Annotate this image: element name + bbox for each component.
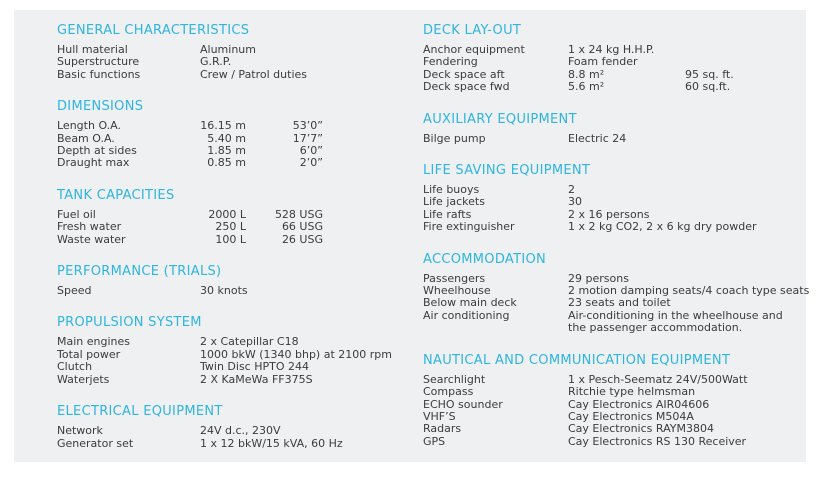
- spec-value-imperial: 2’0”: [299, 156, 323, 170]
- section-title: GENERAL CHARACTERISTICS: [57, 23, 250, 38]
- spec-value: 30 knots: [200, 284, 248, 298]
- spec-value: 1000 bkW (1340 bhp) at 2100 rpm: [200, 347, 392, 361]
- spec-row: [423, 221, 788, 233]
- spec-row: [423, 310, 788, 335]
- spec-label: Fire extinguisher: [423, 220, 515, 234]
- spec-label: Length O.A.: [57, 119, 121, 133]
- spec-label: ECHO sounder: [423, 397, 503, 411]
- spec-value-metric: 8.8 m²: [568, 67, 605, 81]
- spec-row: [423, 297, 788, 309]
- section-title: ACCOMMODATION: [423, 251, 547, 267]
- spec-value: Air-conditioning in the wheelhouse and the passenger accommodation.: [568, 308, 783, 335]
- spec-value: Crew / Patrol duties: [200, 67, 308, 81]
- section-title: TANK CAPACITIES: [57, 187, 175, 203]
- spec-label: Below main deck: [423, 296, 517, 310]
- spec-value: 1 x 12 bkW/15 kVA, 60 Hz: [200, 436, 343, 450]
- section-tank-capacities: [57, 189, 423, 246]
- spec-label: Waste water: [57, 232, 126, 246]
- spec-label: Life buoys: [423, 183, 480, 197]
- spec-value: 23 seats and toilet: [568, 296, 671, 310]
- section-title: AUXILIARY EQUIPMENT: [423, 111, 577, 127]
- spec-row: [57, 361, 423, 373]
- spec-value-imperial: 53’0”: [292, 119, 323, 133]
- section-performance-trials: [57, 265, 423, 297]
- spec-label: Superstructure: [57, 55, 140, 69]
- spec-label: Beam O.A.: [57, 131, 115, 145]
- spec-label: Network: [57, 424, 103, 438]
- section-title: DECK LAY-OUT: [423, 23, 522, 38]
- section-accommodation: [423, 251, 810, 335]
- section-life-saving-equipment: [423, 164, 788, 234]
- spec-row: [57, 157, 423, 169]
- spec-label: Air conditioning: [423, 308, 510, 322]
- spec-label: Passengers: [423, 271, 486, 285]
- spec-value-metric: 100 L: [215, 232, 246, 246]
- section-general-characteristics: [57, 24, 423, 81]
- section-deck-lay-out: [423, 24, 788, 94]
- spec-value: Ritchie type helmsman: [568, 385, 696, 399]
- spec-value-metric: 5.6 m²: [568, 80, 605, 94]
- spec-row: [57, 221, 423, 233]
- spec-row: [423, 386, 788, 398]
- spec-label: Main engines: [57, 335, 131, 349]
- section-title: DIMENSIONS: [57, 99, 144, 115]
- spec-row: [57, 438, 423, 450]
- spec-value: Cay Electronics RAYM3804: [568, 422, 714, 436]
- spec-label: Life rafts: [423, 207, 472, 221]
- spec-value: Electric 24: [568, 131, 627, 145]
- section-title: NAUTICAL AND COMMUNICATION EQUIPMENT: [423, 352, 731, 368]
- section-title: ELECTRICAL EQUIPMENT: [57, 404, 223, 420]
- spec-label: Depth at sides: [57, 144, 137, 158]
- spec-label: VHF’S: [423, 409, 456, 423]
- spec-value: Foam fender: [568, 55, 638, 69]
- spec-label: Total power: [57, 347, 121, 361]
- spec-value: Cay Electronics RS 130 Receiver: [568, 434, 747, 448]
- spec-label: GPS: [423, 434, 446, 448]
- spec-value: Cay Electronics AIR04606: [568, 397, 710, 411]
- spec-value-imperial: 6’0”: [299, 144, 323, 158]
- spec-row: [423, 133, 788, 145]
- spec-row: [57, 120, 423, 132]
- left-column: [57, 24, 423, 469]
- spec-value: 2 motion damping seats/4 coach type seats: [568, 284, 810, 298]
- spec-label: Fresh water: [57, 220, 122, 234]
- spec-value: 1 x 24 kg H.H.P.: [568, 43, 655, 56]
- spec-value: 29 persons: [568, 271, 629, 285]
- spec-label: Generator set: [57, 436, 134, 450]
- spec-value: G.R.P.: [200, 55, 232, 69]
- spec-label: Draught max: [57, 156, 130, 170]
- section-dimensions: [57, 100, 423, 170]
- spec-row: [423, 196, 788, 208]
- spec-value-metric: 0.85 m: [207, 156, 246, 170]
- spec-value-imperial: 95 sq. ft.: [685, 67, 734, 81]
- spec-row: [57, 285, 423, 297]
- spec-label: Hull material: [57, 43, 128, 56]
- spec-value-imperial: 60 sq.ft.: [685, 80, 731, 94]
- spec-row: [57, 56, 423, 68]
- spec-value: 2 x 16 persons: [568, 207, 650, 221]
- spec-value-imperial: 528 USG: [274, 207, 323, 221]
- spec-row: [423, 56, 788, 68]
- spec-label: Clutch: [57, 360, 93, 374]
- spec-value: 1 x 2 kg CO2, 2 x 6 kg dry powder: [568, 220, 757, 234]
- spec-label: Wheelhouse: [423, 284, 491, 298]
- section-electrical-equipment: [57, 405, 423, 450]
- spec-label: Deck space aft: [423, 67, 505, 81]
- spec-value: 30: [568, 195, 582, 209]
- spec-value: 1 x Pesch-Seematz 24V/500Watt: [568, 372, 748, 386]
- spec-columns: [57, 23, 810, 469]
- spec-label: Basic functions: [57, 67, 141, 81]
- spec-value: 24V d.c., 230V: [200, 424, 281, 438]
- spec-row: [57, 336, 423, 348]
- spec-value-imperial: 17’7”: [292, 131, 323, 145]
- spec-row: [57, 425, 423, 437]
- spec-value-metric: 5.40 m: [207, 131, 246, 145]
- spec-value: 2: [568, 183, 575, 197]
- spec-label: Speed: [57, 284, 92, 298]
- spec-value: Cay Electronics M504A: [568, 409, 694, 423]
- section-title: PERFORMANCE (TRIALS): [57, 264, 222, 280]
- spec-label: Searchlight: [423, 372, 486, 386]
- spec-label: Life jackets: [423, 195, 485, 209]
- spec-value-metric: 2000 L: [208, 207, 246, 221]
- spec-value-metric: 1.85 m: [207, 144, 246, 158]
- spec-row: [57, 69, 423, 81]
- right-column: [423, 23, 810, 467]
- spec-label: Fendering: [423, 55, 478, 69]
- section-auxiliary-equipment: [423, 113, 788, 145]
- spec-label: Compass: [423, 385, 474, 399]
- section-title: PROPULSION SYSTEM: [57, 315, 202, 331]
- spec-label: Deck space fwd: [423, 80, 510, 94]
- spec-row: [57, 374, 423, 386]
- spec-row: [423, 436, 788, 448]
- spec-value: Aluminum: [200, 43, 256, 56]
- spec-row: [57, 234, 423, 246]
- section-propulsion-system: [57, 316, 423, 386]
- spec-row: [423, 81, 788, 93]
- spec-row: [423, 423, 788, 435]
- spec-value-imperial: 66 USG: [281, 220, 323, 234]
- spec-label: Bilge pump: [423, 131, 486, 145]
- spec-value-metric: 16.15 m: [200, 119, 246, 133]
- spec-value-metric: 250 L: [215, 220, 246, 234]
- spec-label: Fuel oil: [57, 207, 96, 221]
- spec-value: Twin Disc HPTO 244: [200, 360, 309, 374]
- spec-label: Radars: [423, 422, 462, 436]
- spec-label: Anchor equipment: [423, 43, 525, 56]
- spec-value: 2 X KaMeWa FF375S: [200, 372, 313, 386]
- section-nautical-and-communication-equipment: [423, 354, 788, 448]
- spec-value: 2 x Catepillar C18: [200, 335, 299, 349]
- spec-label: Waterjets: [57, 372, 110, 386]
- spec-value-imperial: 26 USG: [281, 232, 323, 246]
- section-title: LIFE SAVING EQUIPMENT: [423, 163, 591, 179]
- spec-panel: [14, 10, 810, 462]
